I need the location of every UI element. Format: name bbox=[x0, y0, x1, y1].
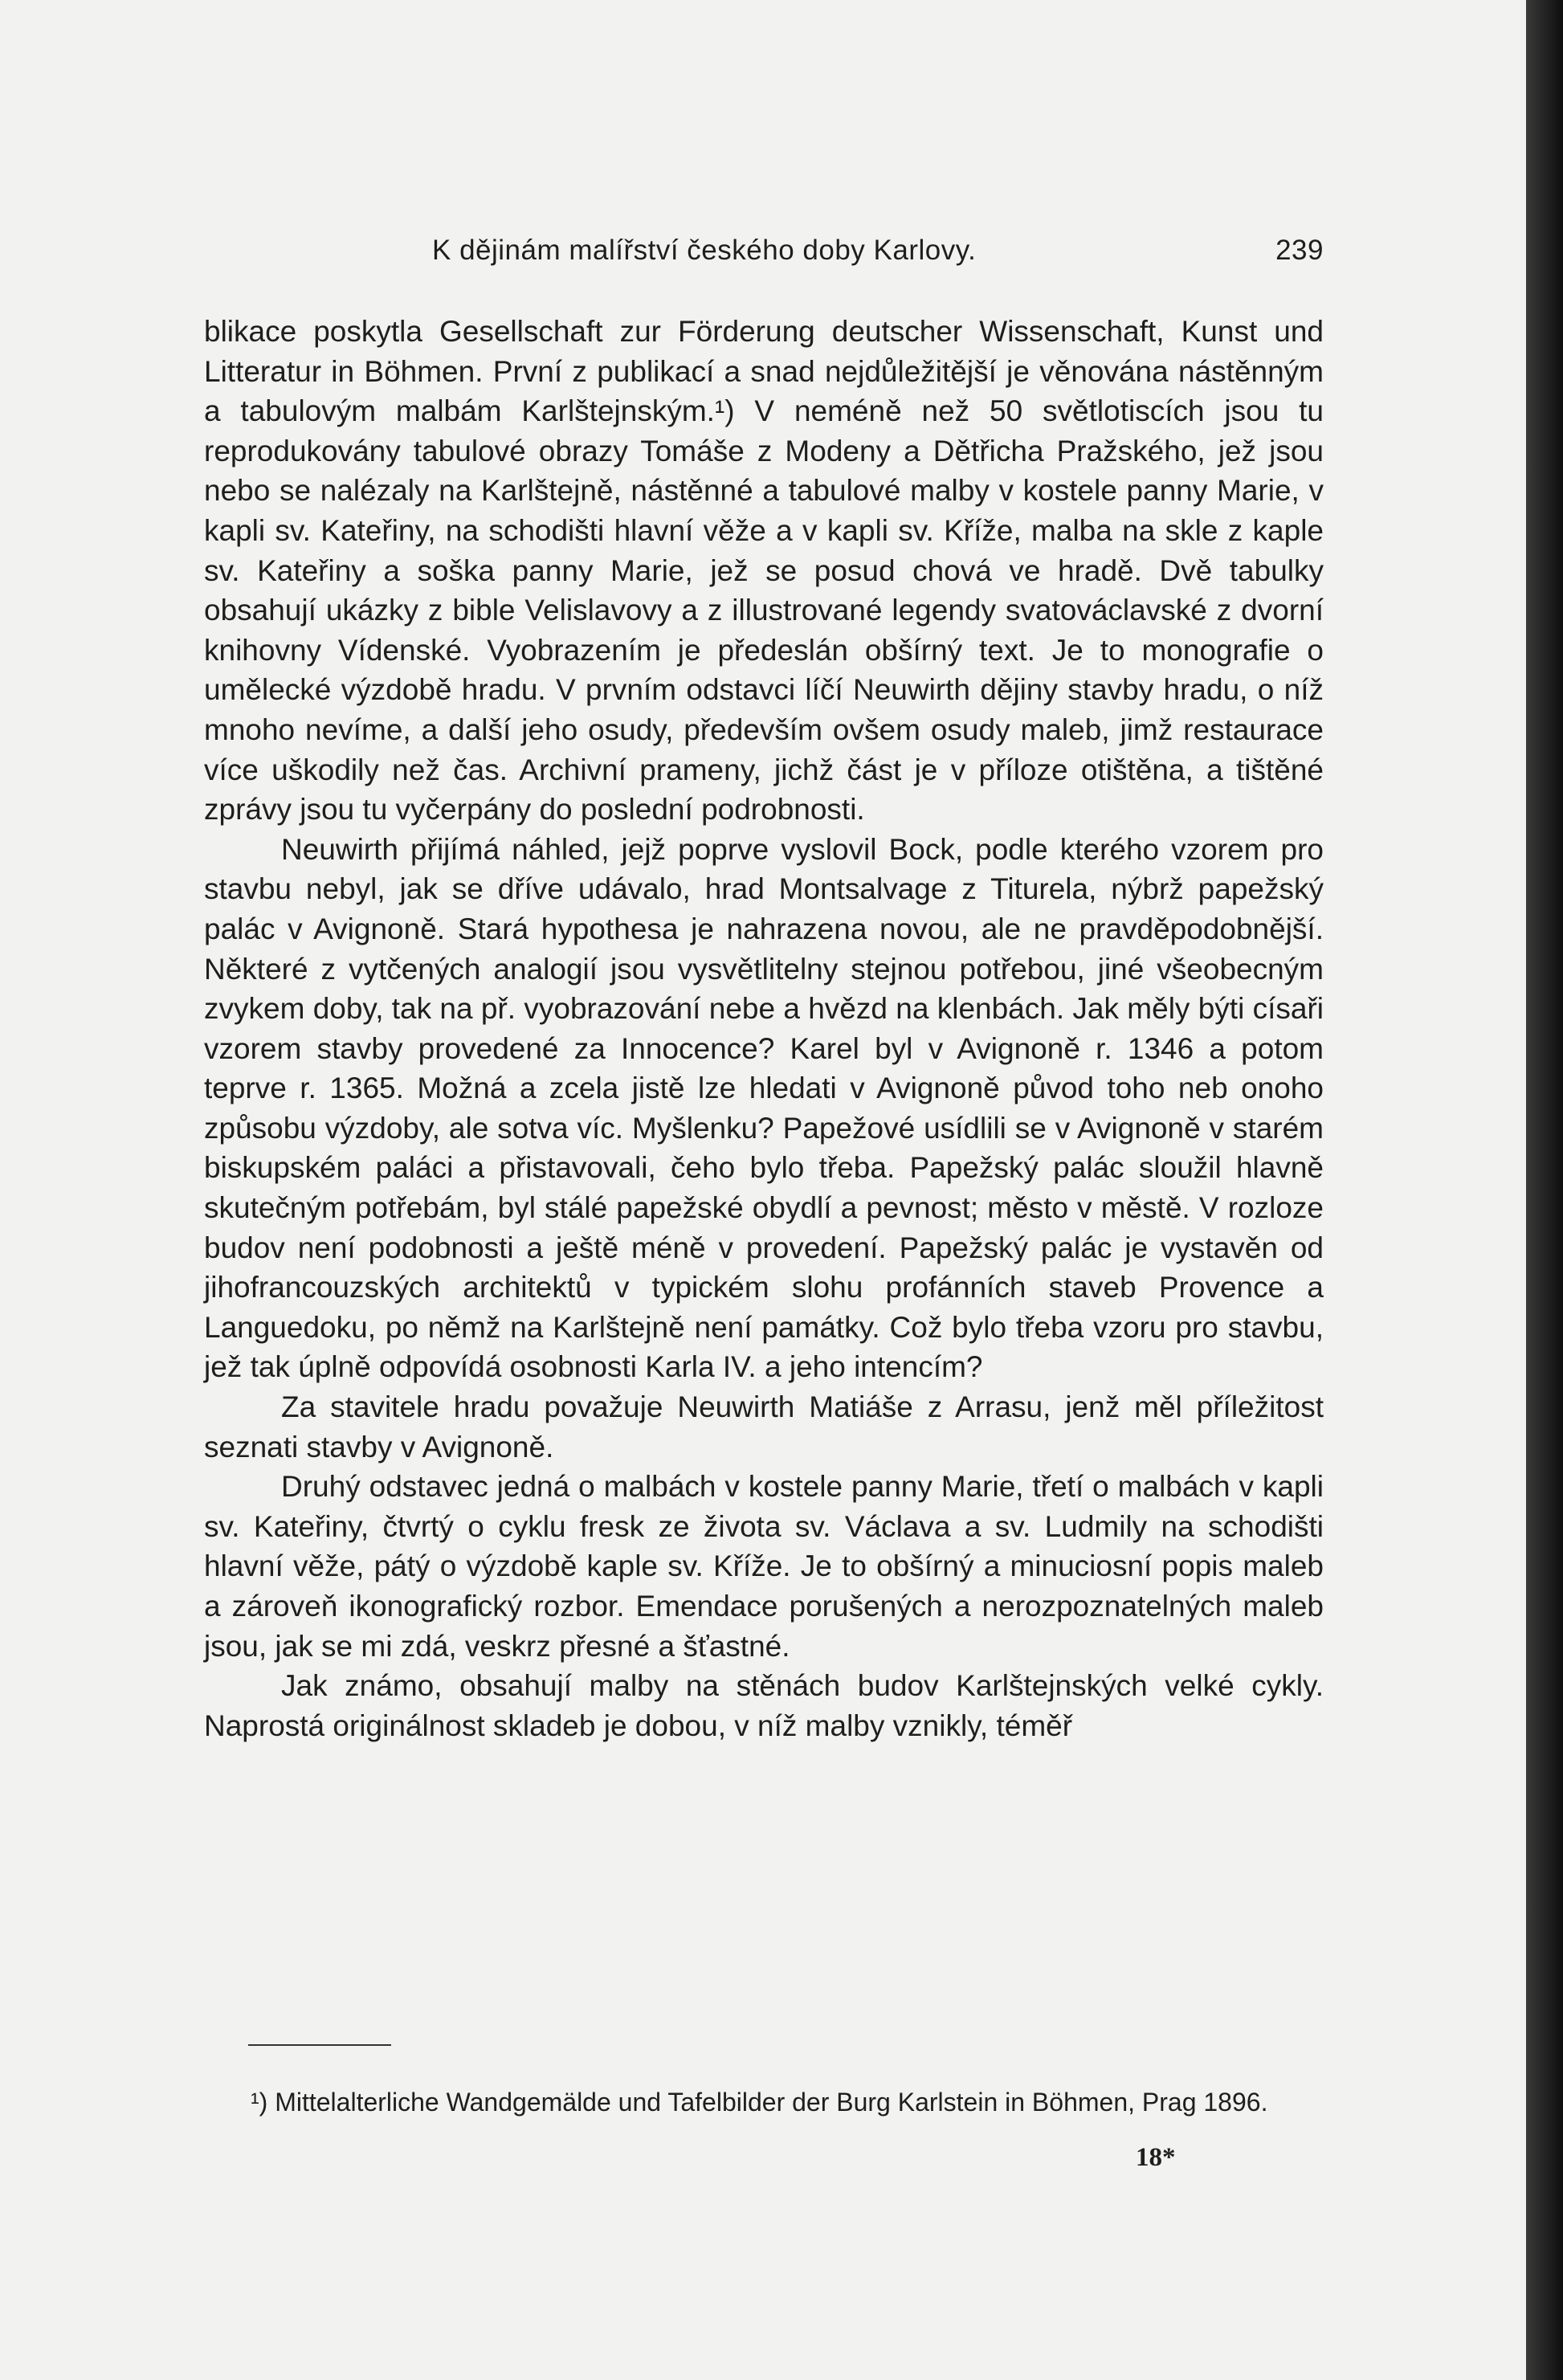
scan-edge bbox=[1526, 0, 1563, 2380]
body-text bbox=[204, 312, 1324, 1745]
footnote-rule bbox=[248, 2044, 391, 2046]
paragraph-4: Druhý odstavec jedná o malbách v kostele panny Marie, třetí o malbách v kapli sv. Kateřiny, čtvrtý o cyklu fresk ze života sv. Václava a sv. Ludmily na schodišti hlavní věže, pátý o výzdobě kaple sv. Kříže. Je to obšírný a minuciosní popis maleb a zároveň ikonografický rozbor. Emendace porušených a nerozpoznatelných maleb jsou, jak se mi zdá, veskrz přesné a šťastné. bbox=[204, 1470, 1324, 1663]
running-header bbox=[432, 235, 1324, 278]
page-number: 239 bbox=[1275, 235, 1324, 266]
paragraph-3: Za stavitele hradu považuje Neuwirth Matiáše z Arrasu, jenž měl příležitost seznati stavby v Avignoně. bbox=[204, 1390, 1324, 1464]
paragraph-2: Neuwirth přijímá náhled, jejž poprve vyslovil Bock, podle kterého vzorem pro stavbu nebyl, jak se dříve udávalo, hrad Montsalvage z Titurela, nýbrž papežský palác v Avignoně. Stará hypothesa je nahrazena novou, ale ne pravděpodobnější. Některé z vytčených analogií jsou vysvětlitelny stejnou potřebou, jiné všeobecným zvykem doby, tak na př. vyobrazování nebe a hvězd na klenbách. Jak měly býti císaři vzorem stavby provedené za Innocence? Karel byl v Avignoně r. 1346 a potom teprve r. 1365. Možná a zcela jistě lze hledati v Avignoně původ toho neb onoho způsobu výzdoby, ale sotva víc. Myšlenku? Papežové usídlili se v Avignoně v starém biskupském paláci a přistavovali, čeho bylo třeba. Papežský palác sloužil hlavně skutečným potřebám, byl stálé papežské obydlí a pevnost; město v městě. V rozloze budov není podobnosti a ještě méně v provedení. Papežský palác je vystavěn od jihofrancouzských architektů v typickém slohu profánních staveb Provence a Languedoku, po němž na Karlštejně není památky. Což bylo třeba vzoru pro stavbu, jež tak úplně odpovídá osobnosti Karla IV. a jeho intencím? bbox=[204, 832, 1324, 1384]
footnote: ¹) Mittelalterliche Wandgemälde und Tafelbilder der Burg Karlstein in Böhmen, Prag 1896. bbox=[251, 2088, 1268, 2117]
paragraph-5: Jak známo, obsahují malby na stěnách budov Karlštejnských velké cykly. Naprostá originálnost skladeb je dobou, v níž malby vznikly, téměř bbox=[204, 1669, 1324, 1742]
running-title: K dějinám malířství českého doby Karlovy. bbox=[432, 235, 977, 266]
signature-mark: 18* bbox=[1136, 2143, 1176, 2172]
paragraph-1: blikace poskytla Gesellschaft zur Förderung deutscher Wissenschaft, Kunst und Litteratur in Böhmen. První z publikací a snad nejdůležitější je věnována nástěnným a tabulovým malbám Karlštejnským.¹) V neméně než 50 světlotiscích jsou tu reprodukovány tabulové obrazy Tomáše z Modeny a Dětřicha Pražského, jež jsou nebo se nalézaly na Karlštejně, nástěnné a tabulové malby v kostele panny Marie, v kapli sv. Kateřiny, na schodišti hlavní věže a v kapli sv. Kříže, malba na skle z kaple sv. Kateřiny a soška panny Marie, jež se posud chová ve hradě. Dvě tabulky obsahují ukázky z bible Velislavovy a z illustrované legendy svatováclavské z dvorní knihovny Vídenské. Vyobrazením je předeslán obšírný text. Je to monografie o umělecké výzdobě hradu. V prvním odstavci líčí Neuwirth dějiny stavby hradu, o níž mnoho nevíme, a další jeho osudy, především ovšem osudy maleb, jimž restaurace více uškodily než čas. Archivní prameny, jichž část je v příloze otištěna, a tištěné zprávy jsou tu vyčerpány do poslední podrobnosti. bbox=[204, 315, 1324, 827]
